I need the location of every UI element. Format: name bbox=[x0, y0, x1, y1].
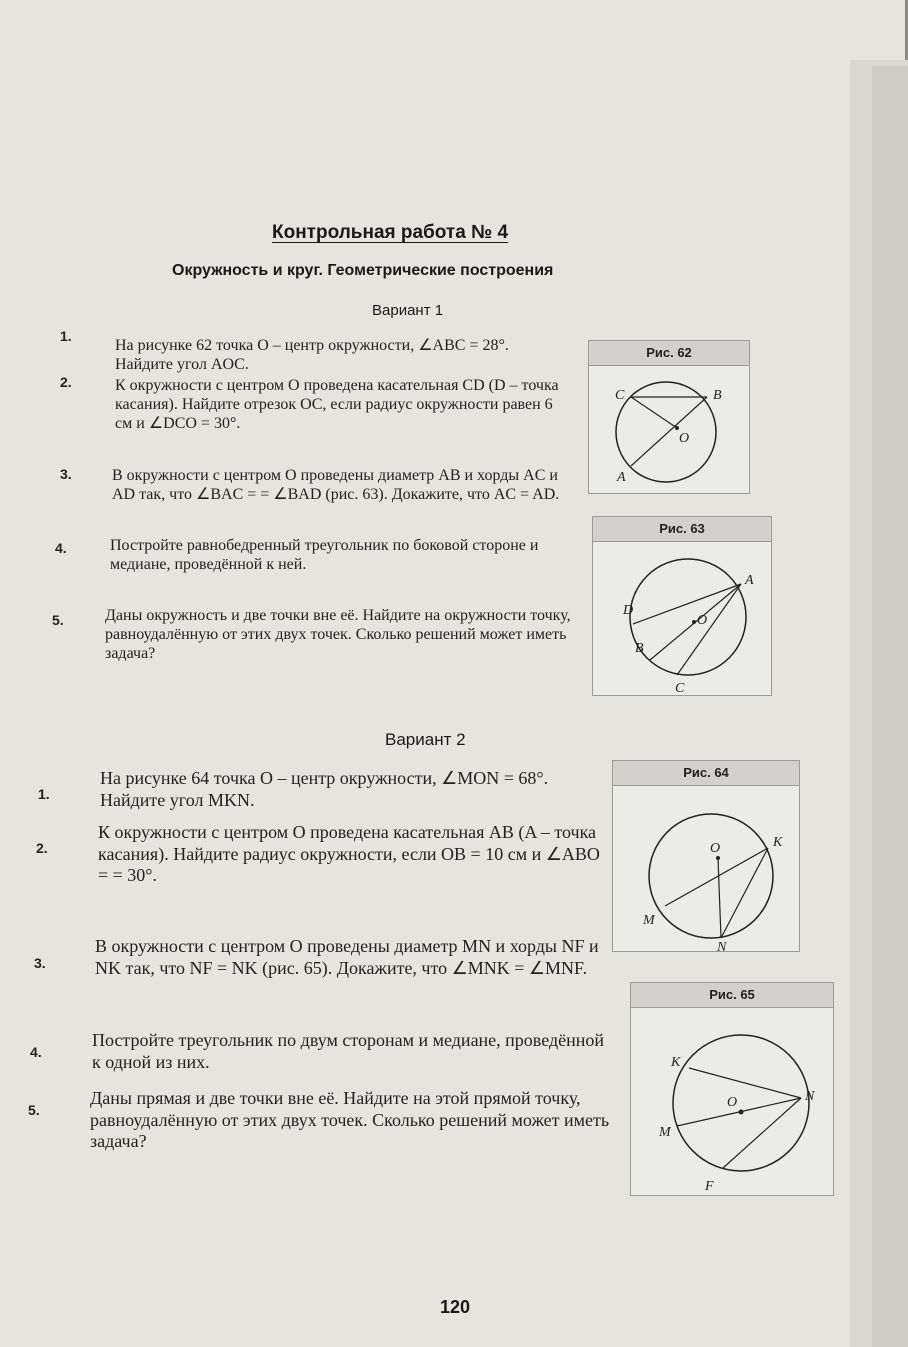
task-text: На рисунке 64 точка O – центр окружности, ∠MON = 68°. Найдите угол MKN. bbox=[100, 768, 549, 810]
task-number: 2. bbox=[36, 840, 48, 856]
figure-caption: Рис. 65 bbox=[631, 983, 833, 1008]
circle bbox=[673, 1035, 809, 1171]
center-point bbox=[675, 426, 679, 430]
chord-nk bbox=[689, 1068, 801, 1098]
label-n: N bbox=[717, 940, 727, 951]
task-number: 1. bbox=[60, 328, 72, 344]
center-point bbox=[716, 856, 720, 860]
label-n: N bbox=[805, 1089, 815, 1104]
task-number: 2. bbox=[60, 374, 72, 390]
label-o: O bbox=[727, 1095, 738, 1110]
label-m: M bbox=[659, 1125, 671, 1140]
figure-64 bbox=[612, 760, 800, 952]
label-m: M bbox=[643, 913, 655, 928]
center-point bbox=[692, 620, 696, 624]
label-a: A bbox=[745, 573, 754, 588]
page-number: 120 bbox=[440, 1297, 471, 1317]
figure-65 bbox=[630, 982, 834, 1196]
task-number: 4. bbox=[30, 1044, 42, 1060]
page-edge bbox=[872, 66, 908, 1347]
variant-1-heading: Вариант 1 bbox=[372, 302, 444, 319]
variant-2-heading: Вариант 2 bbox=[385, 730, 466, 749]
center-point bbox=[739, 1110, 744, 1115]
figure-62 bbox=[588, 340, 750, 494]
task-text: В окружности с центром O проведены диаметр AB и хорды AC и AD так, что ∠BAC = = ∠BAD (рис. 63). Докажите, что AC = AD. bbox=[112, 467, 560, 504]
label-k: K bbox=[671, 1055, 681, 1070]
circle bbox=[649, 814, 773, 938]
task-number: 1. bbox=[38, 786, 50, 802]
label-o: O bbox=[710, 841, 721, 856]
figure-64-diagram bbox=[613, 786, 799, 951]
label-o: O bbox=[697, 613, 708, 628]
label-a: A bbox=[617, 470, 626, 485]
figure-caption: Рис. 62 bbox=[589, 341, 749, 366]
label-c: C bbox=[675, 681, 685, 695]
task-number: 5. bbox=[52, 612, 64, 628]
task-number: 3. bbox=[34, 955, 46, 971]
circle bbox=[630, 559, 746, 675]
chord-ab bbox=[631, 397, 707, 466]
task-text: К окружности с центром O проведена касательная AB (A – точка касания). Найдите радиус окружности, если OB = 10 см и ∠ABO = = 30°. bbox=[98, 822, 600, 886]
label-d: D bbox=[623, 603, 634, 618]
task-text: К окружности с центром O проведена касательная CD (D – точка касания). Найдите отрезок OC, если радиус окружности равен 6 см и ∠DCO = 30°. bbox=[115, 377, 559, 433]
figure-caption: Рис. 64 bbox=[613, 761, 799, 786]
label-b: B bbox=[635, 641, 644, 656]
page-title: Контрольная работа № 4 bbox=[272, 222, 509, 243]
label-f: F bbox=[705, 1179, 714, 1194]
task-text: Даны прямая и две точки вне её. Найдите на этой прямой точку, равноудалённую от этих двух точек. Сколько решений может иметь задача? bbox=[90, 1088, 610, 1152]
task-number: 3. bbox=[60, 466, 72, 482]
chord-ad bbox=[633, 584, 741, 624]
figure-63-diagram bbox=[593, 542, 771, 695]
task-number: 5. bbox=[28, 1102, 40, 1118]
figure-caption: Рис. 63 bbox=[593, 517, 771, 542]
task-number: 4. bbox=[55, 540, 67, 556]
task-text: Постройте треугольник по двум сторонам и медиане, проведённой к одной из них. bbox=[92, 1030, 604, 1072]
segment-co bbox=[631, 397, 677, 428]
label-c: C bbox=[615, 388, 625, 403]
task-text: На рисунке 62 точка O – центр окружности, ∠ABC = 28°. Найдите угол AOC. bbox=[115, 337, 509, 374]
label-o: O bbox=[679, 431, 690, 446]
figure-65-diagram bbox=[631, 1008, 833, 1195]
page-subtitle: Окружность и круг. Геометрические построения bbox=[172, 262, 554, 279]
task-text: Постройте равнобедренный треугольник по боковой стороне и медиане, проведённой к ней. bbox=[110, 537, 539, 574]
figure-63 bbox=[592, 516, 772, 696]
task-text: Даны окружность и две точки вне её. Найдите на окружности точку, равноудалённую от этих двух точек. Сколько решений может иметь задача? bbox=[105, 607, 571, 663]
figure-62-diagram bbox=[589, 366, 749, 493]
task-text: В окружности с центром O проведены диаметр MN и хорды NF и NK так, что NF = NK (рис. 65). Докажите, что ∠MNK = ∠MNF. bbox=[95, 936, 599, 978]
label-k: K bbox=[773, 835, 783, 850]
label-b: B bbox=[713, 388, 722, 403]
radius-on bbox=[718, 858, 721, 938]
